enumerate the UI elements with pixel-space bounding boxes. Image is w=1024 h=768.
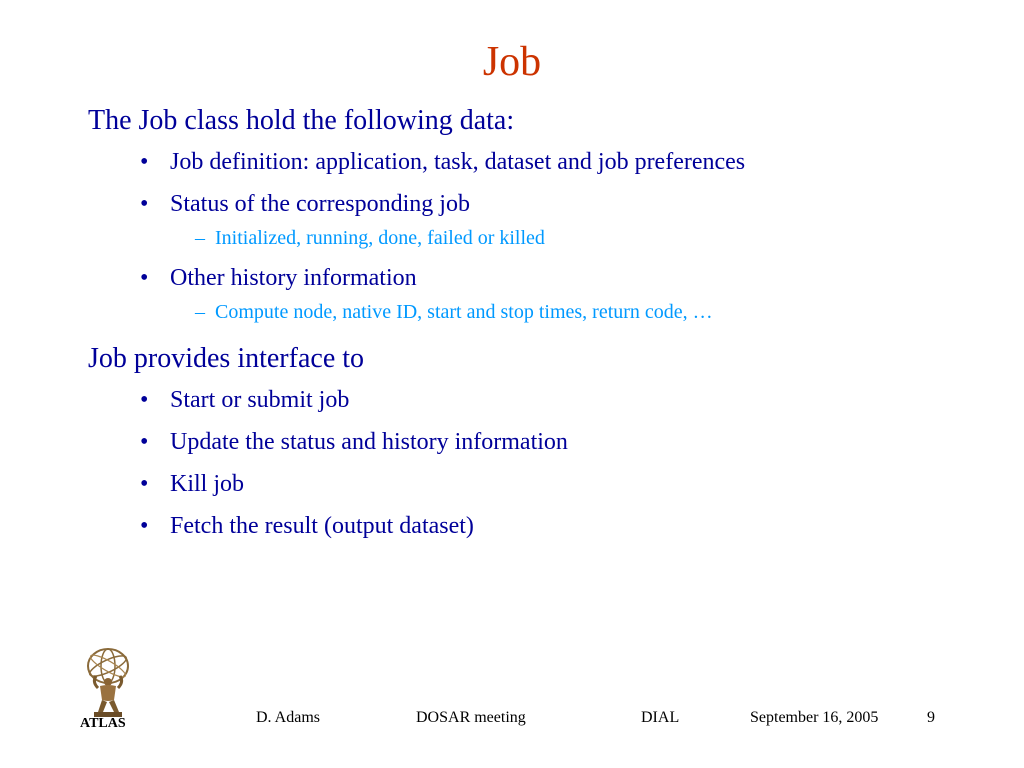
footer-author: D. Adams [256,709,320,726]
section-heading: Job provides interface to [88,343,365,374]
bullet-icon: • [140,429,149,455]
logo-label: ATLAS [80,716,126,731]
bullet-icon: • [140,471,149,497]
bullet-item [88,469,988,499]
footer-project: DIAL [641,709,680,726]
bullet-text: Start or submit job [170,387,350,413]
dash-icon: – [195,227,205,249]
bullet-item [88,511,988,541]
section-heading: The Job class hold the following data: [88,105,515,136]
bullet-item [88,147,988,177]
sub-bullet-item [88,299,988,325]
footer-page-number: 9 [927,709,935,726]
bullet-text: Update the status and history information [170,429,568,455]
atlas-figure-icon [78,646,138,718]
sub-bullet-item [88,225,988,251]
bullet-text: Status of the corresponding job [170,191,470,217]
bullet-text: Job definition: application, task, dataset and job preferences [170,149,746,175]
bullet-item [88,189,988,219]
slide-body [88,103,988,541]
bullet-text: Kill job [170,471,245,497]
bullet-item [88,263,988,293]
bullet-icon: • [140,149,149,175]
slide-title: Job [482,39,542,85]
sub-bullet-text: Compute node, native ID, start and stop times, return code, … [215,301,713,323]
dash-icon: – [195,301,205,323]
footer-meeting: DOSAR meeting [416,709,526,726]
bullet-text: Other history information [170,265,417,291]
sub-bullet-text: Initialized, running, done, failed or killed [215,227,545,249]
footer-date: September 16, 2005 [750,709,879,726]
bullet-item [88,427,988,457]
bullet-icon: • [140,265,149,291]
bullet-text: Fetch the result (output dataset) [170,513,474,539]
bullet-icon: • [140,513,149,539]
bullet-icon: • [140,191,149,217]
bullet-item [88,385,988,415]
bullet-icon: • [140,387,149,413]
